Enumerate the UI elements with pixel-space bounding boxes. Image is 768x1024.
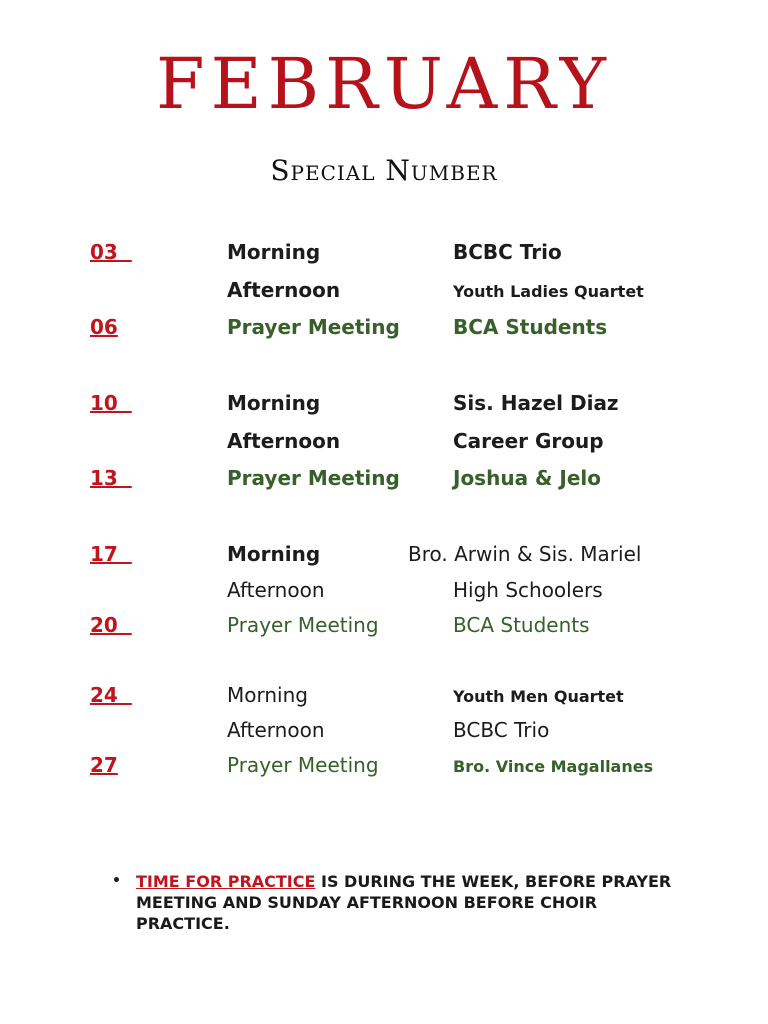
session-label: Prayer Meeting: [227, 613, 379, 637]
bullet-icon: •: [112, 873, 121, 889]
performer-label: BCBC Trio: [453, 240, 562, 264]
session-label: Afternoon: [227, 429, 341, 453]
practice-note: [112, 871, 672, 934]
note-text: [136, 871, 672, 934]
schedule-row: [0, 315, 768, 345]
note-body: IS DURING THE WEEK, BEFORE PRAYER MEETING AND SUNDAY AFTERNOON BEFORE CHOIR PRACTICE.: [136, 872, 672, 933]
session-label: Morning: [227, 683, 308, 707]
note-highlight: TIME FOR PRACTICE: [136, 872, 316, 891]
schedule-row: [0, 718, 768, 748]
performer-label: Bro. Arwin & Sis. Mariel: [408, 542, 642, 566]
performer-label: BCA Students: [453, 315, 608, 339]
performer-label: High Schoolers: [453, 578, 603, 602]
date-label: 03: [90, 240, 132, 264]
performer-label: Youth Ladies Quartet: [453, 282, 644, 301]
performer-label: Sis. Hazel Diaz: [453, 391, 619, 415]
session-label: Morning: [227, 240, 321, 264]
date-label: 13: [90, 466, 132, 490]
date-label: 10: [90, 391, 132, 415]
session-label: Afternoon: [227, 718, 325, 742]
performer-label: Career Group: [453, 429, 604, 453]
schedule-row: [0, 613, 768, 643]
page-subtitle: Special Number: [270, 154, 498, 187]
schedule-row: [0, 578, 768, 608]
date-label: 24: [90, 683, 132, 707]
performer-label: Youth Men Quartet: [453, 687, 624, 706]
session-label: Morning: [227, 542, 321, 566]
schedule-row: [0, 683, 768, 713]
date-label: 27: [90, 753, 118, 777]
date-label: 06: [90, 315, 118, 339]
session-label: Prayer Meeting: [227, 466, 400, 490]
schedule-row: [0, 753, 768, 783]
session-label: Afternoon: [227, 578, 325, 602]
session-label: Morning: [227, 391, 321, 415]
schedule-row: [0, 278, 768, 308]
schedule-row: [0, 240, 768, 270]
session-label: Prayer Meeting: [227, 315, 400, 339]
date-label: 20: [90, 613, 132, 637]
performer-label: BCA Students: [453, 613, 590, 637]
performer-label: BCBC Trio: [453, 718, 550, 742]
session-label: Afternoon: [227, 278, 341, 302]
page-title: FEBRUARY: [156, 43, 612, 125]
performer-label: Bro. Vince Magallanes: [453, 757, 654, 776]
date-label: 17: [90, 542, 132, 566]
session-label: Prayer Meeting: [227, 753, 379, 777]
schedule-row: [0, 429, 768, 459]
performer-label: Joshua & Jelo: [453, 466, 602, 490]
schedule-row: [0, 391, 768, 421]
schedule-row: [0, 466, 768, 496]
schedule-row: [0, 542, 768, 572]
